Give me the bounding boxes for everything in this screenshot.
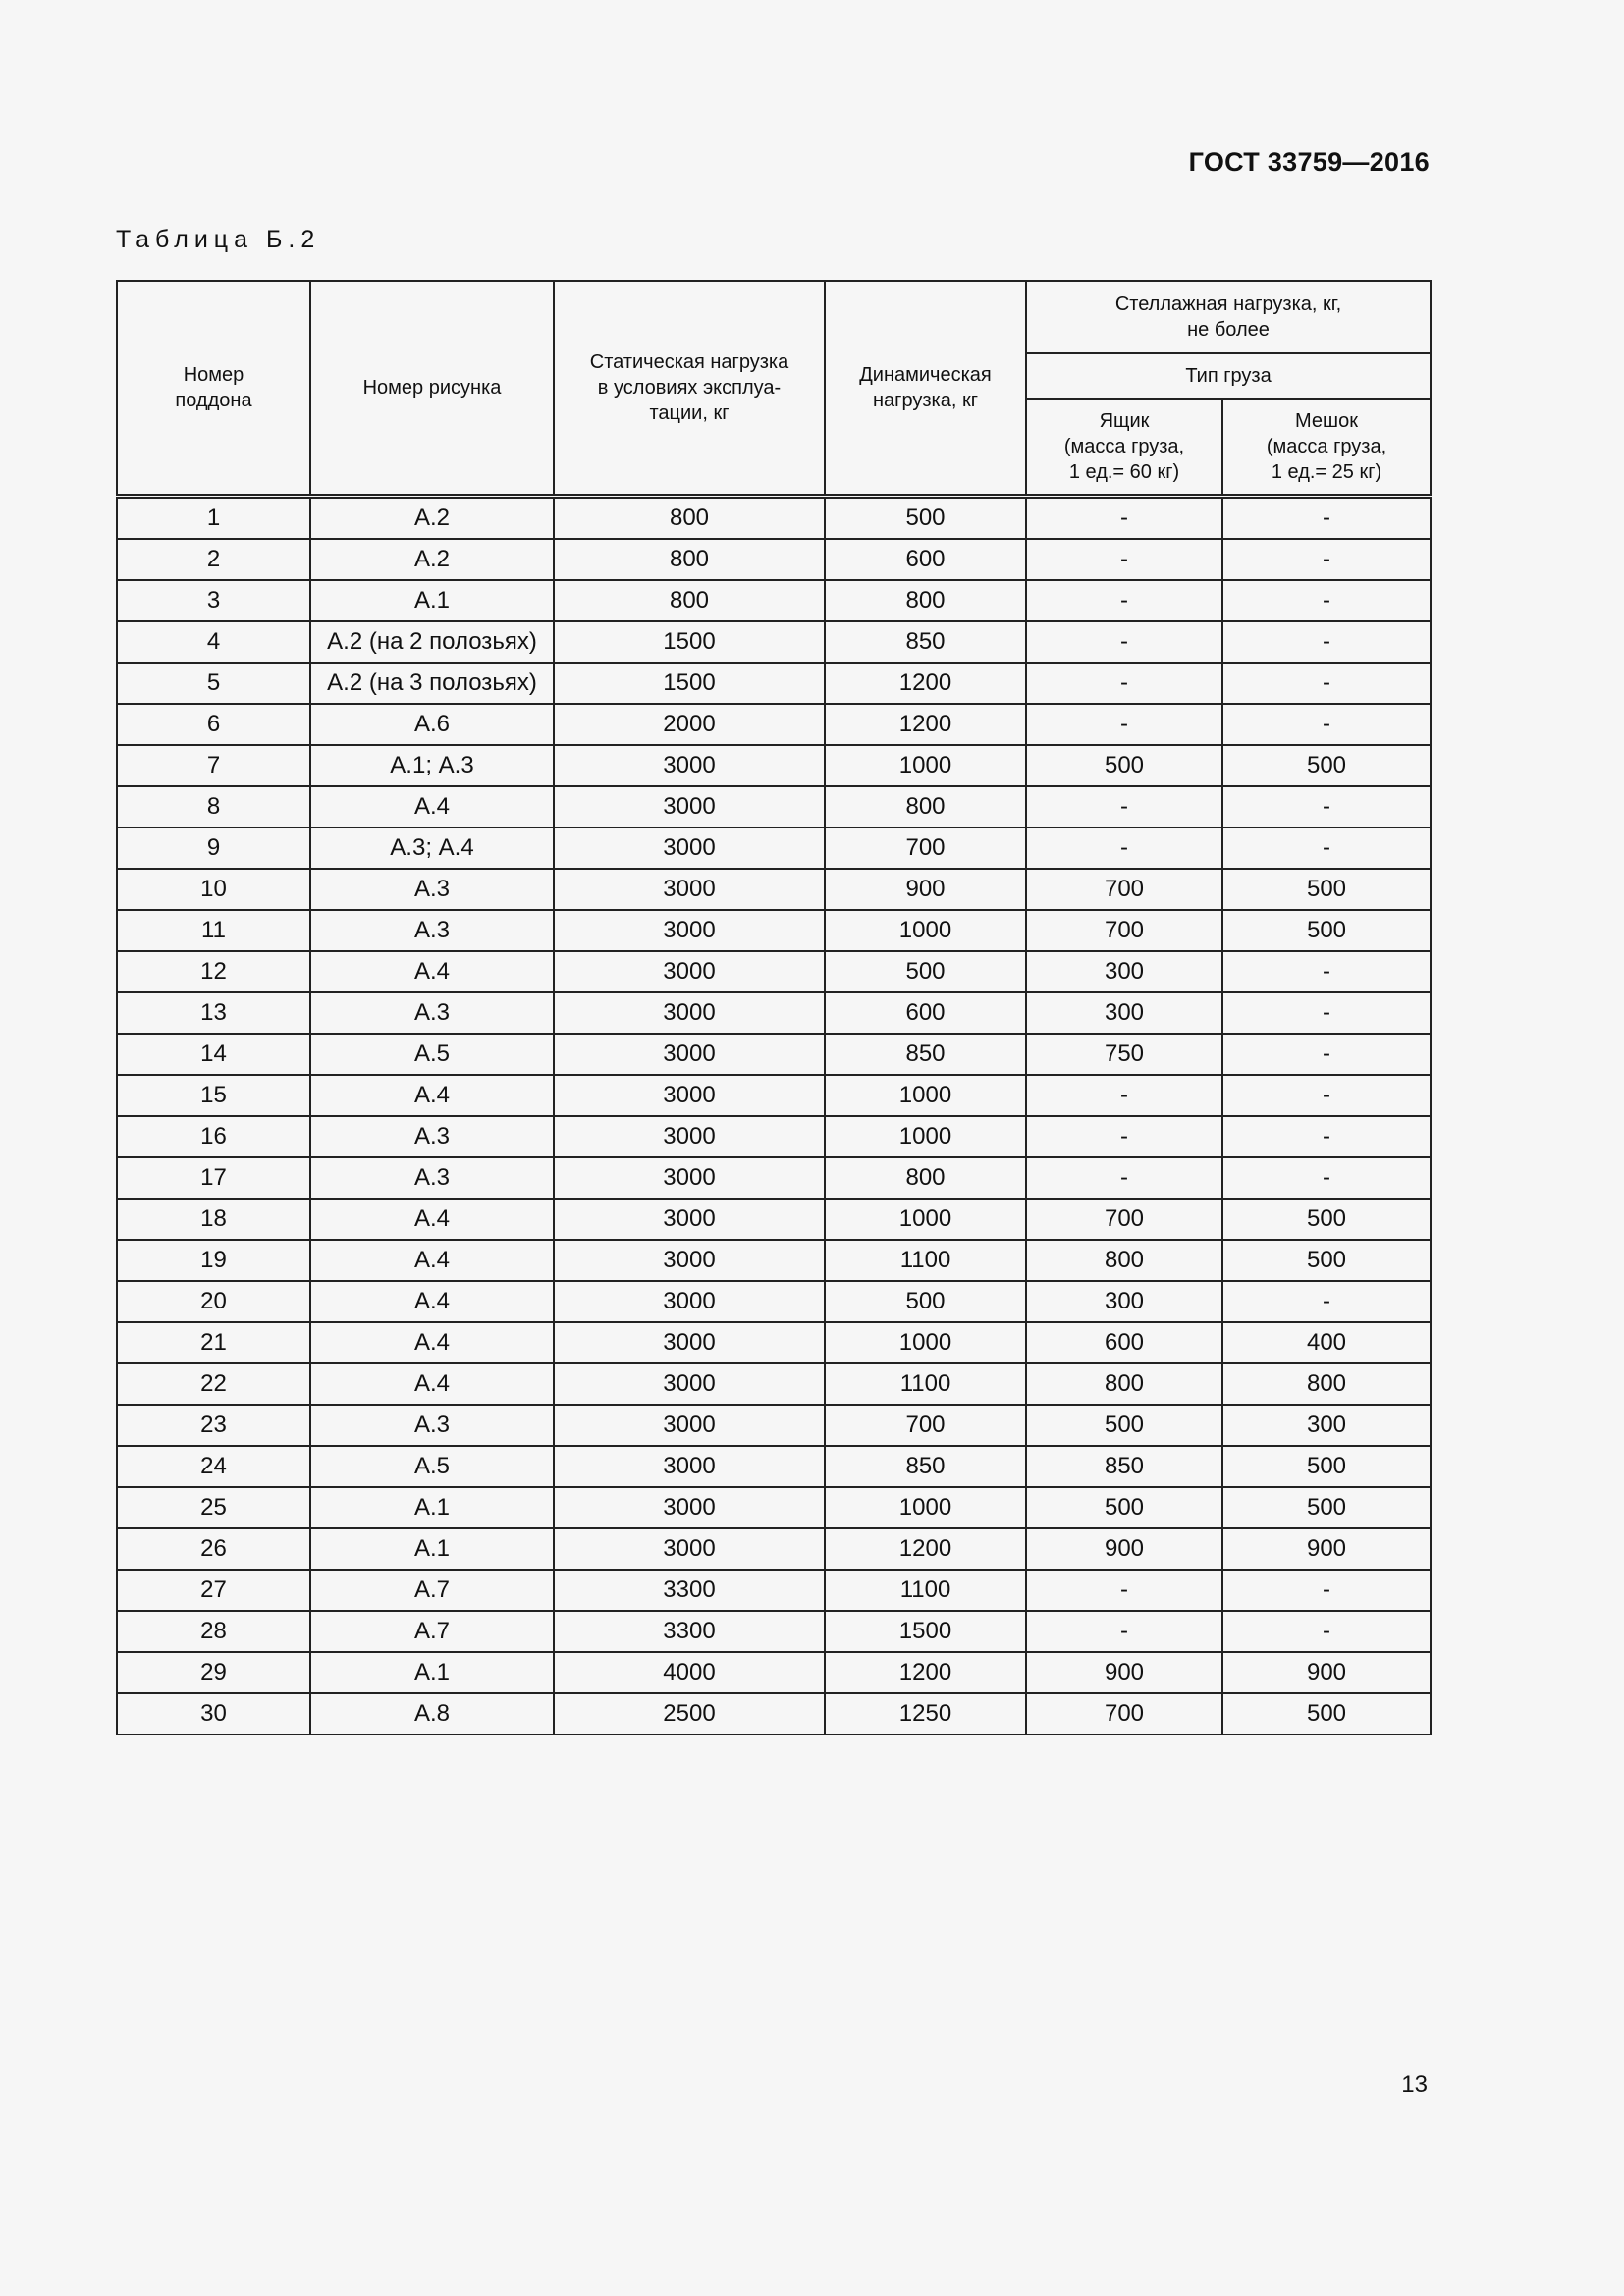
table-row (117, 1405, 1431, 1446)
cell-dynamic-load: 700 (825, 828, 1026, 869)
cell-bag-load: 500 (1222, 745, 1431, 786)
header-figure-no: Номер рисунка (310, 281, 554, 497)
cell-figure-no: А.4 (310, 1281, 554, 1322)
table-row (117, 1487, 1431, 1528)
cell-box-load: 500 (1026, 745, 1222, 786)
cell-bag-load: - (1222, 828, 1431, 869)
cell-dynamic-load: 1200 (825, 663, 1026, 704)
cell-box-load: 300 (1026, 992, 1222, 1034)
cell-box-load: - (1026, 621, 1222, 663)
cell-box-load: - (1026, 580, 1222, 621)
cell-static-load: 3000 (554, 1075, 825, 1116)
cell-bag-load: - (1222, 704, 1431, 745)
cell-pallet-no: 12 (117, 951, 310, 992)
cell-pallet-no: 3 (117, 580, 310, 621)
cell-dynamic-load: 1000 (825, 745, 1026, 786)
cell-box-load: - (1026, 704, 1222, 745)
cell-dynamic-load: 800 (825, 1157, 1026, 1199)
cell-dynamic-load: 850 (825, 1034, 1026, 1075)
cell-static-load: 3000 (554, 1199, 825, 1240)
cell-static-load: 800 (554, 497, 825, 540)
cell-figure-no: А.4 (310, 786, 554, 828)
table-row (117, 663, 1431, 704)
header-static-load: Статическая нагрузка в условиях эксплуа- тации, кг (554, 281, 825, 497)
cell-bag-load: 800 (1222, 1363, 1431, 1405)
cell-figure-no: А.3 (310, 1157, 554, 1199)
header-cargo-type: Тип груза (1026, 353, 1431, 399)
cell-pallet-no: 26 (117, 1528, 310, 1570)
table-row (117, 1611, 1431, 1652)
header-box: Ящик (масса груза, 1 ед.= 60 кг) (1026, 399, 1222, 497)
cell-figure-no: А.5 (310, 1034, 554, 1075)
cell-dynamic-load: 1100 (825, 1570, 1026, 1611)
cell-pallet-no: 9 (117, 828, 310, 869)
cell-static-load: 3000 (554, 1157, 825, 1199)
table-row (117, 539, 1431, 580)
cell-bag-load: - (1222, 951, 1431, 992)
cell-figure-no: А.3 (310, 910, 554, 951)
cell-bag-load: 500 (1222, 910, 1431, 951)
cell-dynamic-load: 800 (825, 786, 1026, 828)
header-dynamic-load: Динамическая нагрузка, кг (825, 281, 1026, 497)
cell-bag-load: - (1222, 1281, 1431, 1322)
cell-figure-no: А.3 (310, 1116, 554, 1157)
table-row (117, 910, 1431, 951)
cell-bag-load: - (1222, 992, 1431, 1034)
cell-bag-load: 300 (1222, 1405, 1431, 1446)
cell-dynamic-load: 850 (825, 1446, 1026, 1487)
cell-bag-load: 500 (1222, 1240, 1431, 1281)
load-table (116, 280, 1432, 1735)
cell-bag-load: - (1222, 786, 1431, 828)
table-row (117, 1116, 1431, 1157)
cell-pallet-no: 29 (117, 1652, 310, 1693)
table-row (117, 1034, 1431, 1075)
cell-dynamic-load: 1000 (825, 1116, 1026, 1157)
cell-static-load: 3000 (554, 786, 825, 828)
table-row (117, 992, 1431, 1034)
cell-box-load: 900 (1026, 1528, 1222, 1570)
cell-figure-no: А.3 (310, 869, 554, 910)
table-caption: Таблица Б.2 (116, 226, 321, 253)
cell-pallet-no: 21 (117, 1322, 310, 1363)
cell-bag-load: - (1222, 621, 1431, 663)
cell-box-load: 300 (1026, 1281, 1222, 1322)
cell-pallet-no: 18 (117, 1199, 310, 1240)
cell-static-load: 3000 (554, 869, 825, 910)
cell-figure-no: А.7 (310, 1570, 554, 1611)
cell-pallet-no: 6 (117, 704, 310, 745)
cell-figure-no: А.2 (на 2 полозьях) (310, 621, 554, 663)
table-row (117, 497, 1431, 540)
cell-figure-no: А.4 (310, 1322, 554, 1363)
cell-dynamic-load: 1100 (825, 1363, 1026, 1405)
cell-dynamic-load: 600 (825, 539, 1026, 580)
cell-pallet-no: 4 (117, 621, 310, 663)
cell-bag-load: - (1222, 1034, 1431, 1075)
cell-static-load: 2500 (554, 1693, 825, 1735)
cell-dynamic-load: 1100 (825, 1240, 1026, 1281)
table-row (117, 1693, 1431, 1735)
cell-pallet-no: 27 (117, 1570, 310, 1611)
cell-static-load: 4000 (554, 1652, 825, 1693)
cell-box-load: 700 (1026, 1693, 1222, 1735)
cell-dynamic-load: 600 (825, 992, 1026, 1034)
cell-figure-no: А.8 (310, 1693, 554, 1735)
cell-box-load: - (1026, 1611, 1222, 1652)
cell-bag-load: - (1222, 539, 1431, 580)
cell-static-load: 3000 (554, 1363, 825, 1405)
cell-pallet-no: 19 (117, 1240, 310, 1281)
cell-static-load: 3000 (554, 1281, 825, 1322)
cell-figure-no: А.1 (310, 1652, 554, 1693)
cell-bag-load: - (1222, 1611, 1431, 1652)
cell-static-load: 3000 (554, 992, 825, 1034)
page-number: 13 (1401, 2071, 1428, 2098)
cell-static-load: 3000 (554, 1487, 825, 1528)
table-row (117, 1281, 1431, 1322)
cell-pallet-no: 30 (117, 1693, 310, 1735)
table-body (117, 497, 1431, 1735)
cell-dynamic-load: 1000 (825, 1075, 1026, 1116)
cell-box-load: - (1026, 828, 1222, 869)
cell-static-load: 1500 (554, 663, 825, 704)
cell-box-load: 900 (1026, 1652, 1222, 1693)
cell-pallet-no: 28 (117, 1611, 310, 1652)
cell-box-load: 750 (1026, 1034, 1222, 1075)
cell-pallet-no: 11 (117, 910, 310, 951)
cell-figure-no: А.2 (310, 497, 554, 540)
cell-dynamic-load: 1200 (825, 704, 1026, 745)
document-code: ГОСТ 33759—2016 (1188, 147, 1430, 177)
cell-figure-no: А.7 (310, 1611, 554, 1652)
cell-figure-no: А.1 (310, 1487, 554, 1528)
cell-static-load: 3000 (554, 745, 825, 786)
cell-box-load: - (1026, 539, 1222, 580)
cell-pallet-no: 23 (117, 1405, 310, 1446)
table-row (117, 828, 1431, 869)
cell-figure-no: А.3 (310, 992, 554, 1034)
cell-figure-no: А.4 (310, 1075, 554, 1116)
cell-figure-no: А.1; А.3 (310, 745, 554, 786)
cell-bag-load: 900 (1222, 1528, 1431, 1570)
cell-pallet-no: 5 (117, 663, 310, 704)
cell-box-load: 500 (1026, 1487, 1222, 1528)
cell-bag-load: 500 (1222, 1446, 1431, 1487)
table-row (117, 1528, 1431, 1570)
cell-box-load: - (1026, 1116, 1222, 1157)
cell-dynamic-load: 800 (825, 580, 1026, 621)
cell-box-load: - (1026, 497, 1222, 540)
cell-box-load: 700 (1026, 1199, 1222, 1240)
table-row (117, 1652, 1431, 1693)
cell-dynamic-load: 900 (825, 869, 1026, 910)
cell-figure-no: А.1 (310, 1528, 554, 1570)
cell-pallet-no: 16 (117, 1116, 310, 1157)
table-header (117, 281, 1431, 497)
cell-bag-load: - (1222, 497, 1431, 540)
cell-pallet-no: 1 (117, 497, 310, 540)
cell-figure-no: А.5 (310, 1446, 554, 1487)
cell-bag-load: 500 (1222, 1487, 1431, 1528)
table-row (117, 1075, 1431, 1116)
header-bag: Мешок (масса груза, 1 ед.= 25 кг) (1222, 399, 1431, 497)
cell-pallet-no: 13 (117, 992, 310, 1034)
cell-static-load: 3000 (554, 951, 825, 992)
cell-static-load: 800 (554, 539, 825, 580)
cell-figure-no: А.3; А.4 (310, 828, 554, 869)
cell-dynamic-load: 1200 (825, 1528, 1026, 1570)
cell-dynamic-load: 1250 (825, 1693, 1026, 1735)
table-row (117, 1322, 1431, 1363)
cell-bag-load: - (1222, 663, 1431, 704)
cell-box-load: - (1026, 1570, 1222, 1611)
cell-dynamic-load: 850 (825, 621, 1026, 663)
cell-pallet-no: 7 (117, 745, 310, 786)
cell-pallet-no: 25 (117, 1487, 310, 1528)
table-row (117, 580, 1431, 621)
cell-box-load: 700 (1026, 910, 1222, 951)
table-row (117, 1199, 1431, 1240)
cell-static-load: 3000 (554, 1034, 825, 1075)
table-row (117, 1570, 1431, 1611)
cell-static-load: 3000 (554, 1446, 825, 1487)
cell-figure-no: А.2 (на 3 полозьях) (310, 663, 554, 704)
cell-box-load: 800 (1026, 1240, 1222, 1281)
cell-figure-no: А.6 (310, 704, 554, 745)
cell-static-load: 3000 (554, 1240, 825, 1281)
cell-dynamic-load: 1500 (825, 1611, 1026, 1652)
cell-figure-no: А.4 (310, 951, 554, 992)
cell-static-load: 3000 (554, 828, 825, 869)
cell-bag-load: - (1222, 580, 1431, 621)
cell-pallet-no: 15 (117, 1075, 310, 1116)
cell-pallet-no: 2 (117, 539, 310, 580)
cell-box-load: - (1026, 1157, 1222, 1199)
cell-dynamic-load: 500 (825, 497, 1026, 540)
header-pallet-no: Номер поддона (117, 281, 310, 497)
cell-pallet-no: 10 (117, 869, 310, 910)
cell-pallet-no: 14 (117, 1034, 310, 1075)
cell-figure-no: А.4 (310, 1240, 554, 1281)
cell-static-load: 3300 (554, 1611, 825, 1652)
cell-pallet-no: 8 (117, 786, 310, 828)
table-row (117, 951, 1431, 992)
cell-figure-no: А.4 (310, 1199, 554, 1240)
table-row (117, 1240, 1431, 1281)
cell-dynamic-load: 700 (825, 1405, 1026, 1446)
cell-dynamic-load: 500 (825, 951, 1026, 992)
cell-pallet-no: 20 (117, 1281, 310, 1322)
cell-bag-load: - (1222, 1570, 1431, 1611)
cell-box-load: 500 (1026, 1405, 1222, 1446)
cell-box-load: 300 (1026, 951, 1222, 992)
cell-bag-load: 400 (1222, 1322, 1431, 1363)
cell-figure-no: А.3 (310, 1405, 554, 1446)
table-row (117, 1363, 1431, 1405)
cell-pallet-no: 22 (117, 1363, 310, 1405)
cell-dynamic-load: 1200 (825, 1652, 1026, 1693)
table-row (117, 1446, 1431, 1487)
cell-box-load: - (1026, 663, 1222, 704)
cell-static-load: 2000 (554, 704, 825, 745)
cell-box-load: 850 (1026, 1446, 1222, 1487)
cell-box-load: 600 (1026, 1322, 1222, 1363)
cell-bag-load: - (1222, 1075, 1431, 1116)
cell-pallet-no: 17 (117, 1157, 310, 1199)
cell-box-load: 800 (1026, 1363, 1222, 1405)
cell-static-load: 3000 (554, 910, 825, 951)
table-row (117, 786, 1431, 828)
load-table-container (116, 280, 1430, 1735)
cell-static-load: 3300 (554, 1570, 825, 1611)
cell-pallet-no: 24 (117, 1446, 310, 1487)
cell-bag-load: - (1222, 1116, 1431, 1157)
cell-bag-load: 500 (1222, 1693, 1431, 1735)
cell-dynamic-load: 500 (825, 1281, 1026, 1322)
cell-static-load: 3000 (554, 1405, 825, 1446)
cell-bag-load: 500 (1222, 869, 1431, 910)
header-rack-load: Стеллажная нагрузка, кг, не более (1026, 281, 1431, 353)
cell-bag-load: 500 (1222, 1199, 1431, 1240)
cell-box-load: - (1026, 1075, 1222, 1116)
cell-dynamic-load: 1000 (825, 910, 1026, 951)
table-row (117, 745, 1431, 786)
table-row (117, 1157, 1431, 1199)
cell-figure-no: А.1 (310, 580, 554, 621)
cell-figure-no: А.4 (310, 1363, 554, 1405)
cell-box-load: - (1026, 786, 1222, 828)
cell-static-load: 800 (554, 580, 825, 621)
cell-bag-load: 900 (1222, 1652, 1431, 1693)
table-row (117, 621, 1431, 663)
cell-box-load: 700 (1026, 869, 1222, 910)
cell-bag-load: - (1222, 1157, 1431, 1199)
cell-dynamic-load: 1000 (825, 1487, 1026, 1528)
cell-dynamic-load: 1000 (825, 1199, 1026, 1240)
cell-static-load: 1500 (554, 621, 825, 663)
table-row (117, 704, 1431, 745)
cell-dynamic-load: 1000 (825, 1322, 1026, 1363)
cell-static-load: 3000 (554, 1116, 825, 1157)
cell-figure-no: А.2 (310, 539, 554, 580)
cell-static-load: 3000 (554, 1528, 825, 1570)
table-row (117, 869, 1431, 910)
cell-static-load: 3000 (554, 1322, 825, 1363)
